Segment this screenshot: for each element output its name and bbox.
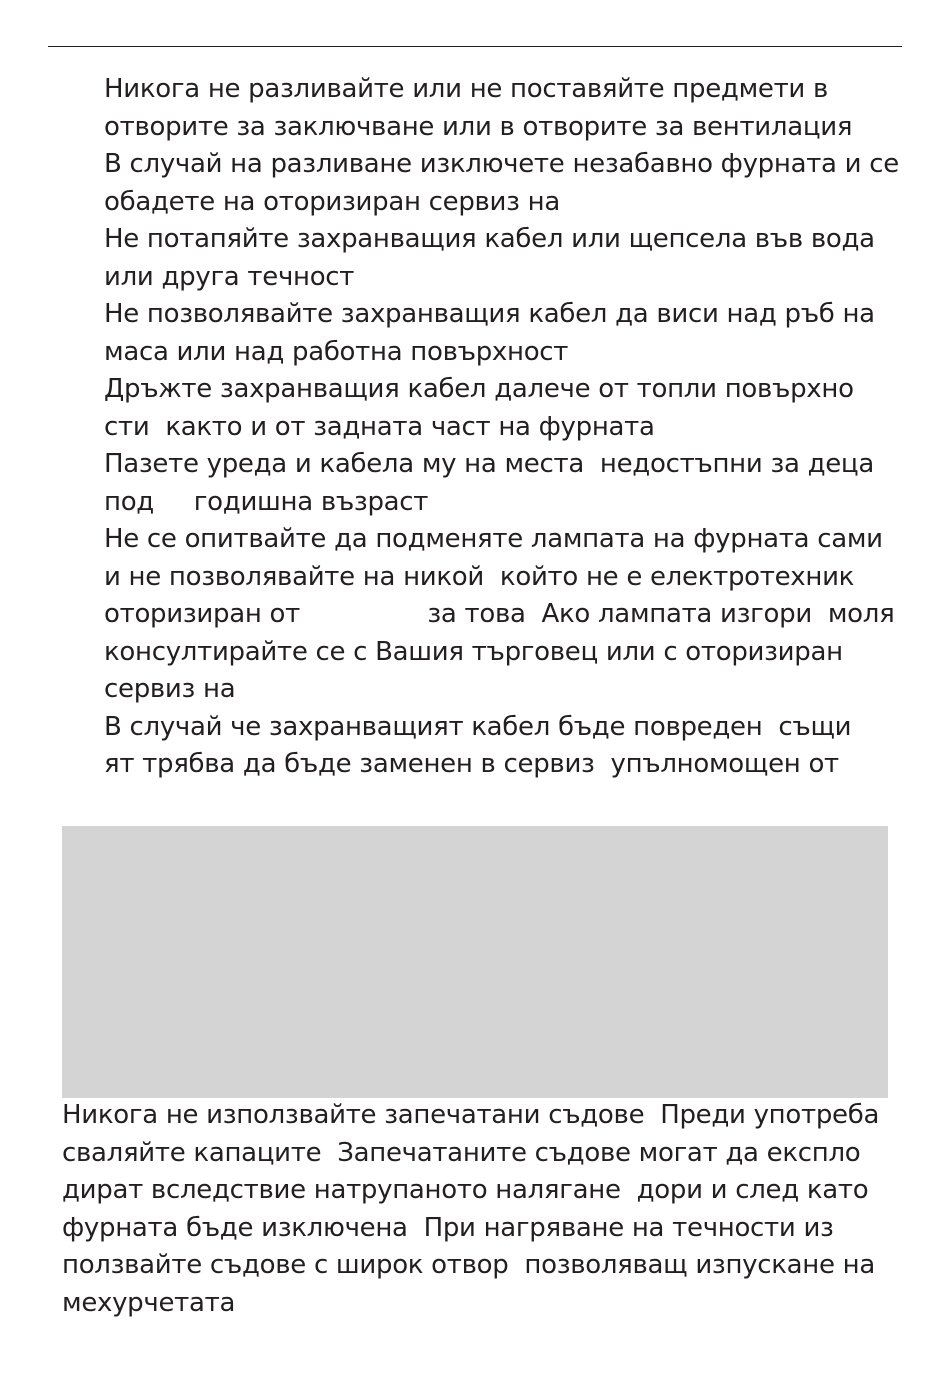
safety-item [104,521,904,709]
warning-line: фурната бъде изключена При нагряване на течности из [62,1212,834,1243]
safety-item [104,709,904,784]
instruction-line: или друга течност [104,261,355,292]
instruction-line: и не позволявайте на никой който не е електротехник [104,561,855,592]
sealed-containers-warning [62,1097,922,1322]
instruction-line: оторизиран от за това Ако лампата изгори моля [104,599,895,629]
instruction-line: Никога не разливайте или не поставяйте предмети в [104,74,829,104]
instruction-line: В случай на разливане изключете незабавно фурната и се [104,149,899,179]
safety-item [104,146,904,221]
instruction-line: Пазете уреда и кабела му на места недостъпни за деца [104,449,874,479]
instruction-line: ят трябва да бъде заменен в сервиз упълномощен от [104,749,839,779]
warning-line: ползвайте съдове с широк отвор позволяващ изпускане на [62,1250,875,1280]
instruction-line: Не позволявайте захранващия кабел да виси над ръб на [104,299,875,329]
safety-item [104,296,904,371]
warning-line: Никога не използвайте запечатани съдове Преди употреба [62,1100,880,1130]
instruction-line: обадете на оторизиран сервиз на [104,186,560,217]
safety-item [104,446,904,521]
instruction-line: консултирайте се с Вашия търговец или с оторизиран [104,636,843,667]
safety-instructions-list [104,71,904,784]
header-rule [48,46,902,47]
instruction-line: сти както и от задната част на фурната [104,411,655,442]
figure-placeholder [62,826,888,1098]
warning-line: мехурчетата [62,1287,236,1318]
safety-item [104,371,904,446]
instruction-line: Не потапяйте захранващия кабел или щепсела във вода [104,224,875,254]
instruction-line: Дръжте захранващия кабел далече от топли повърхно [104,374,854,404]
warning-line: сваляйте капаците Запечатаните съдове могат да експло [62,1137,861,1168]
instruction-line: В случай че захранващият кабел бъде повреден същи [104,711,852,742]
warning-line: дират вследствие натрупаното налягане дори и след като [62,1175,869,1205]
instruction-line: Не се опитвайте да подменяте лампата на фурната сами [104,524,883,554]
instruction-line: сервиз на [104,674,236,704]
instruction-line: маса или над работна повърхност [104,336,569,367]
instruction-line: под годишна възраст [104,486,429,517]
instruction-line: отворите за заключване или в отворите за вентилация [104,111,853,142]
safety-item [104,71,904,146]
safety-item [104,221,904,296]
